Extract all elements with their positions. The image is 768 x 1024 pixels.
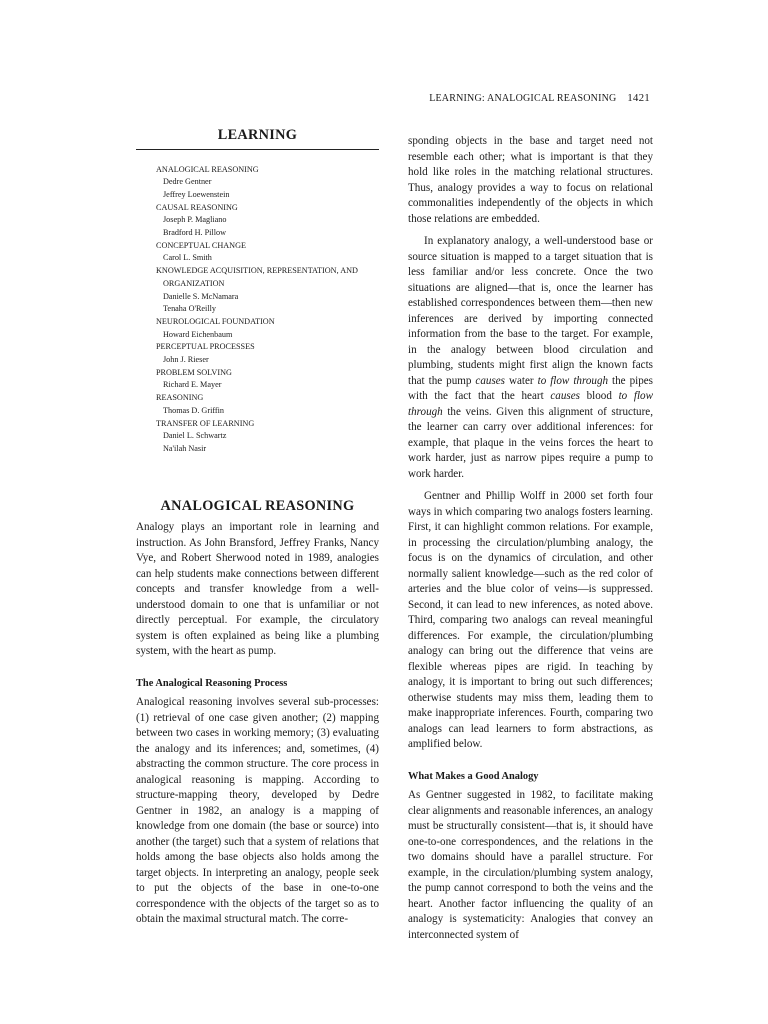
four-ways-paragraph: Gentner and Phillip Wolff in 2000 set forth four ways in which comparing two analogs fosters learning. First, it can highlight common relations. For example, in processing the circulation/plumbing analogy, the focus is on the dynamics of circulation, and other normally salient knowledge—such as the red color of arteries and the blue color of veins—is suppressed. Second, it can lead to new inferences, as noted above. Third, comparing two analogs can reveal meaningful differences. For example, the circulation/plumbing analogy can bring out the difference that veins are flexible whereas pipes are rigid. In teaching by analogy, it is important to bring out such differences; otherwise students may miss them, leading them to make inappropriate inferences. Fourth, comparing two analogs can lead learners to form abstractions, as amplified below.: [408, 490, 653, 750]
toc-author: Tenaha O'Reilly: [163, 304, 216, 314]
toc-topic: PERCEPTUAL PROCESSES: [156, 342, 255, 352]
toc-author: Daniel L. Schwartz: [163, 431, 227, 441]
intro-paragraph: Analogy plays an important role in learning and instruction. As John Bransford, Jeffrey Franks, Nancy Vye, and Robert Sherwood noted in 1989, analogies can help students make connections between different concepts and transfer knowledge from a well-understood domain to one that is unfamiliar or not directly perceptual. For example, the circulatory system is often explained as being like a plumbing system, with the heart as pump.: [136, 521, 379, 658]
running-title: LEARNING: ANALOGICAL REASONING: [429, 93, 617, 104]
toc-topic: NEUROLOGICAL FOUNDATION: [156, 316, 275, 326]
left-column: [136, 128, 379, 928]
toc-entry: [156, 240, 379, 265]
toc-author: Bradford H. Pillow: [163, 228, 226, 238]
toc-entry: [156, 418, 379, 456]
toc-entry: [156, 316, 379, 341]
process-paragraph: Analogical reasoning involves several sub-processes: (1) retrieval of one case given another; (2) mapping between two cases in working memory; (3) evaluating the analogy and its inferences; and, sometimes, (4) abstracting the common structure. The core process in analogical reasoning is mapping. According to structure-mapping theory, developed by Dedre Gentner in 1982, an analogy is a mapping of knowledge from one domain (the base or source) into another (the target) such that a system of relations that holds among the base objects also holds among the target objects. In interpreting an analogy, people seek to put the objects of the base in one-to-one correspondence with the objects of the target so as to obtain the maximal structural match. The corre-: [136, 696, 379, 926]
toc-entry: [156, 341, 379, 366]
toc-topic: ANALOGICAL REASONING: [156, 164, 259, 174]
emphasis: causes: [550, 390, 580, 402]
section-title-learning: LEARNING: [136, 128, 379, 150]
toc-author: Howard Eichenbaum: [163, 329, 233, 339]
page-number: 1421: [627, 92, 650, 104]
toc-topic: REASONING: [156, 393, 204, 403]
toc-author: Carol L. Smith: [163, 253, 212, 263]
toc-entry: [156, 392, 379, 417]
toc-author: Na'ilah Nasir: [163, 443, 207, 453]
toc-author: John J. Rieser: [163, 355, 209, 365]
right-column: [408, 134, 653, 943]
toc-entry: [156, 265, 379, 316]
emphasis: to flow through: [537, 374, 609, 387]
emphasis: to flow through: [408, 390, 653, 418]
toc-entry: [156, 164, 379, 202]
toc-author: Richard E. Mayer: [163, 380, 222, 390]
running-head: [429, 92, 650, 104]
explanatory-paragraph: In explanatory analogy, a well-understood base or source situation is mapped to a target situation that is less familiar and/or less concrete. Once the two situations are aligned—that is, once the learner has established correspondences between them—then new inferences are derived by importing connected information from the base to the target. For example, in the analogy between blood circulation and plumbing, students might first align the known facts that the pump causes water to flow through the pipes with the fact that the heart causes blood to flow through the veins. Given this alignment of structure, the learner can carry over additional inferences: for example, that plaque in the veins forces the heart to work harder, just as narrow pipes require a pump to work harder.: [408, 235, 653, 480]
table-of-contents: [156, 164, 379, 456]
toc-author: Jeffrey Loewenstein: [163, 189, 230, 199]
toc-author: Thomas D. Griffin: [163, 405, 225, 415]
toc-entry: [156, 367, 379, 392]
toc-topic: PROBLEM SOLVING: [156, 367, 232, 377]
toc-author: Danielle S. McNamara: [163, 291, 239, 301]
good-analogy-paragraph: As Gentner suggested in 1982, to facilitate making clear alignments and reasonable inferences, an analogy must be structurally consistent—that is, it should have one-to-one correspondences, and the relations in the two domains should have a parallel structure. For example, in the circulation/plumbing system analogy, the pump cannot correspond to both the veins and the heart. Another factor influencing the quality of an analogy is systematicity: Analogies that convey an interconnected system of: [408, 789, 653, 941]
subheading-process: The Analogical Reasoning Process: [136, 677, 288, 689]
toc-author: Joseph P. Magliano: [163, 215, 227, 225]
toc-topic-continued: ORGANIZATION: [163, 278, 225, 288]
continued-paragraph: sponding objects in the base and target need not resemble each other; what is important is that they hold like roles in the matching relational structures. Thus, analogy provides a way to focus on relational commonalities independently of the objects in which those relations are embedded.: [408, 135, 653, 225]
subheading-good-analogy: What Makes a Good Analogy: [408, 770, 539, 782]
toc-topic: TRANSFER OF LEARNING: [156, 418, 255, 428]
article-title: ANALOGICAL REASONING: [160, 497, 355, 514]
toc-entry: [156, 202, 379, 240]
toc-topic: CAUSAL REASONING: [156, 202, 238, 212]
toc-author: Dedre Gentner: [163, 177, 212, 187]
toc-topic: KNOWLEDGE ACQUISITION, REPRESENTATION, AND: [156, 266, 358, 276]
toc-topic: CONCEPTUAL CHANGE: [156, 240, 246, 250]
emphasis: causes: [475, 374, 505, 387]
